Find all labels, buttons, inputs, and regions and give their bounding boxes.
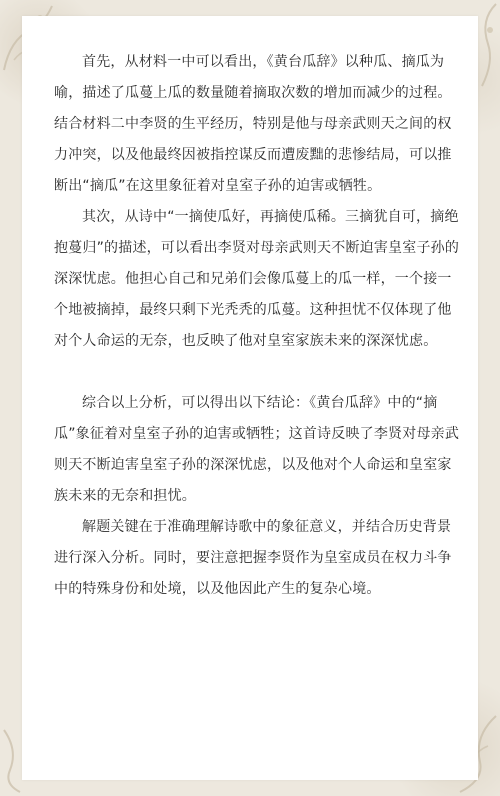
- document-page: [22, 16, 478, 780]
- paragraph-1: 首先，从材料一中可以看出，《黄台瓜辞》以种瓜、摘瓜为喻，描述了瓜蔓上瓜的数量随着摘取次数的增加而减少的过程。结合材料二中李贤的生平经历，特别是他与母亲武则天之间的权力冲突，以及他最终因被指控谋反而遭废黜的悲惨结局，可以推断出“摘瓜”在这里象征着对皇室子孙的迫害或牺牲。: [54, 54, 452, 194]
- paragraph-3: 综合以上分析，可以得出以下结论：《黄台瓜辞》中的“摘瓜”象征着对皇室子孙的迫害或牺牲；这首诗反映了李贤对母亲武则天不断迫害皇室子孙的深深忧虑，以及他对个人命运和皇室家族未来的无奈和担忧。: [54, 395, 460, 504]
- paragraph-2: 其次，从诗中“一摘使瓜好，再摘使瓜稀。三摘犹自可，摘绝抱蔓归”的描述，可以看出李贤对母亲武则天不断迫害皇室子孙的深深忧虑。他担心自己和兄弟们会像瓜蔓上的瓜一样，一个接一个地被摘掉，最终只剩下光秃秃的瓜蔓。这种担忧不仅体现了他对个人命运的无奈，也反映了他对皇室家族未来的深深忧虑。: [54, 209, 460, 349]
- paragraph-4: 解题关键在于准确理解诗歌中的象征意义，并结合历史背景进行深入分析。同时，要注意把握李贤作为皇室成员在权力斗争中的特殊身份和处境，以及他因此产生的复杂心境。: [54, 519, 452, 597]
